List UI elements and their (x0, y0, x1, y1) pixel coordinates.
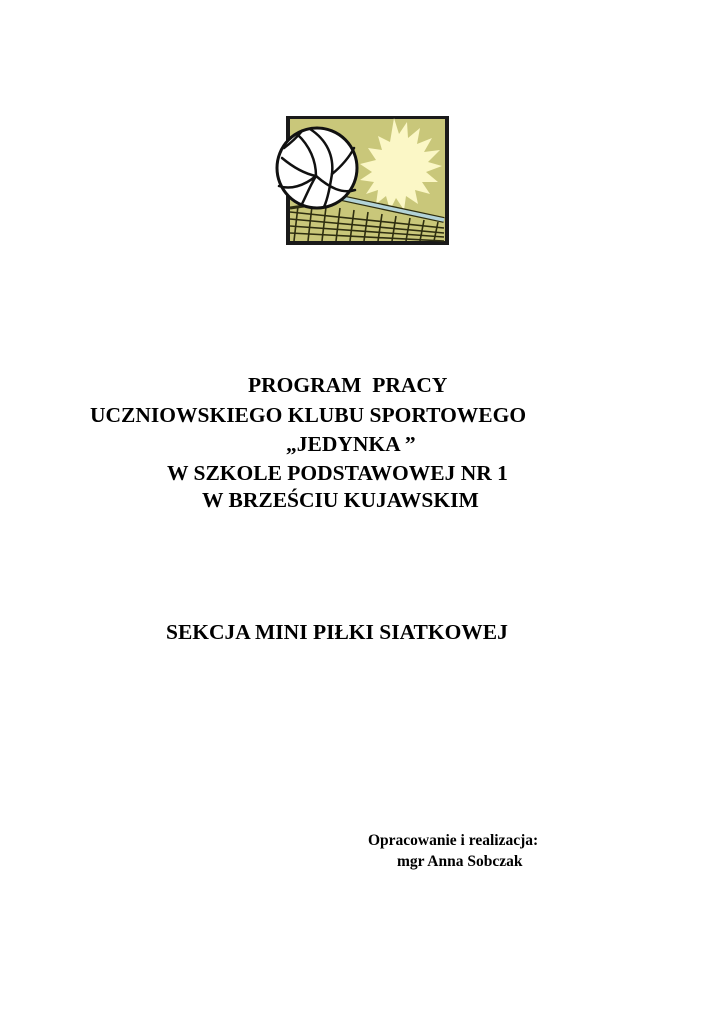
credits-label: Opracowanie i realizacja: (368, 832, 539, 849)
section-title: SEKCJA MINI PIŁKI SIATKOWEJ (166, 620, 508, 644)
title-line-3: „JEDYNKA ” (286, 432, 416, 456)
title-line-1: PROGRAM PRACY (248, 373, 448, 397)
title-line-5: W BRZEŚCIU KUJAWSKIM (202, 488, 479, 512)
title-line-2: UCZNIOWSKIEGO KLUBU SPORTOWEGO (90, 403, 527, 427)
credits-author: mgr Anna Sobczak (397, 853, 523, 870)
volleyball-clipart (272, 116, 450, 246)
title-line-4: W SZKOLE PODSTAWOWEJ NR 1 (167, 461, 508, 485)
volleyball-icon (277, 128, 357, 208)
